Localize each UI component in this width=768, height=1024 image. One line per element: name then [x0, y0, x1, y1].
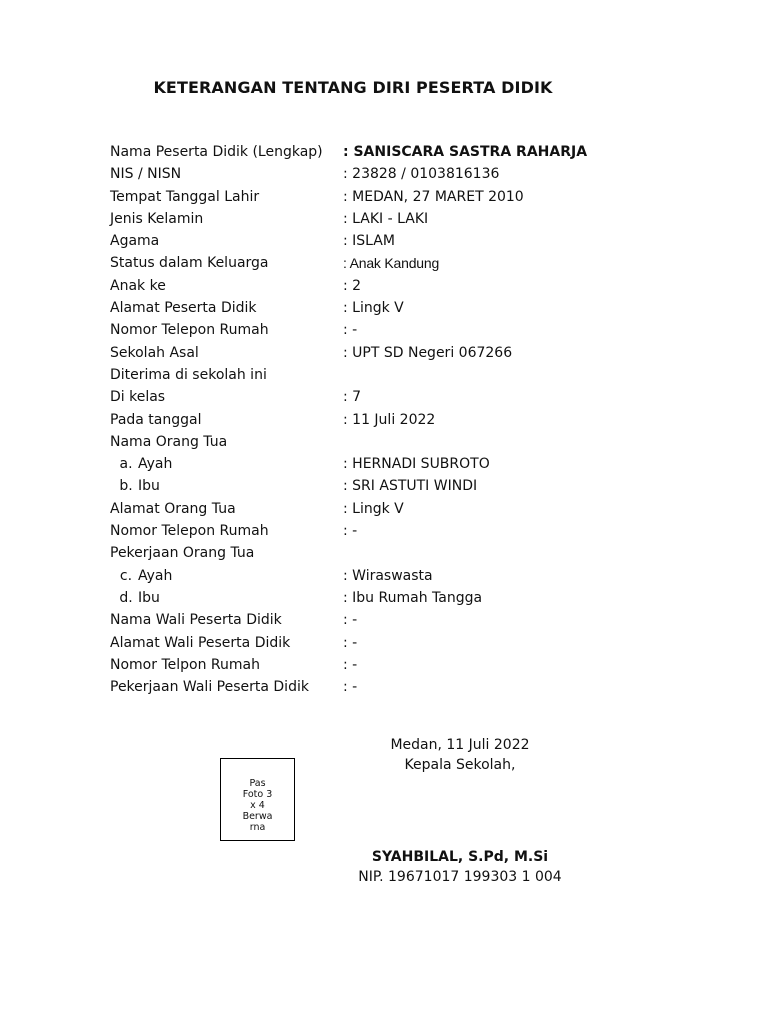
info-value: : Ibu Rumah Tangga: [343, 589, 483, 606]
info-value: : -: [343, 634, 358, 651]
info-value: : -: [343, 679, 358, 696]
list-marker: a.: [119, 456, 133, 473]
info-label: Nomor Telpon Rumah: [110, 656, 260, 673]
info-label: Jenis Kelamin: [110, 210, 204, 227]
info-value: : LAKI - LAKI: [343, 210, 429, 227]
info-value: : UPT SD Negeri 067266: [343, 344, 513, 361]
info-label: Pada tanggal: [110, 411, 202, 428]
signature-position: Kepala Sekolah,: [404, 757, 516, 773]
info-value: : -: [343, 612, 358, 629]
info-row-previous-school: [110, 342, 630, 364]
info-label: Alamat Orang Tua: [110, 500, 236, 517]
info-label: Sekolah Asal: [110, 344, 199, 361]
info-value: : 7: [343, 389, 362, 406]
info-value: : 11 Juli 2022: [343, 411, 436, 428]
list-marker: d.: [119, 589, 133, 606]
photo-placeholder-text: Foto 3: [242, 789, 273, 800]
info-row-home-phone: [110, 319, 630, 341]
signatory-nip: NIP. 19671017 199303 1 004: [358, 869, 562, 885]
info-row-mother-job: [110, 587, 630, 609]
info-label: Alamat Wali Peserta Didik: [110, 634, 291, 651]
info-row-guardian-phone: [110, 654, 630, 676]
info-label: Ayah: [138, 567, 173, 584]
info-row-gender: [110, 208, 630, 230]
info-label: NIS / NISN: [110, 166, 182, 183]
info-value: : SANISCARA SASTRA RAHARJA: [343, 144, 588, 160]
info-row-family-status: [110, 252, 630, 274]
info-row-parents-heading: [110, 431, 630, 453]
photo-placeholder-text: Berwa: [242, 811, 273, 822]
info-value: : MEDAN, 27 MARET 2010: [343, 188, 524, 205]
info-value: : ISLAM: [343, 233, 395, 250]
info-label: Status dalam Keluarga: [110, 255, 269, 272]
photo-placeholder-box: [220, 758, 295, 841]
list-marker: b.: [119, 478, 133, 495]
document-title: KETERANGAN TENTANG DIRI PESERTA DIDIK: [153, 78, 553, 97]
info-value: : -: [343, 322, 358, 339]
info-value: : HERNADI SUBROTO: [343, 456, 490, 473]
info-value: : 2: [343, 277, 362, 294]
info-row-religion: [110, 230, 630, 252]
info-label: Tempat Tanggal Lahir: [110, 188, 260, 205]
info-row-parents-job-heading: [110, 542, 630, 564]
info-value: : SRI ASTUTI WINDI: [343, 478, 478, 495]
signature-place-date: Medan, 11 Juli 2022: [390, 737, 530, 753]
info-value: : Wiraswasta: [343, 567, 433, 584]
info-label: Pekerjaan Wali Peserta Didik: [110, 679, 309, 696]
info-label: Nomor Telepon Rumah: [110, 523, 269, 540]
info-value: : -: [343, 523, 358, 540]
info-label: Di kelas: [110, 389, 166, 406]
info-row-guardian-job: [110, 676, 630, 698]
photo-placeholder-text: rna: [249, 822, 266, 833]
student-info-list: [110, 141, 630, 698]
info-label: Alamat Peserta Didik: [110, 300, 257, 317]
info-row-child-order: [110, 275, 630, 297]
info-label: Ibu: [138, 589, 160, 606]
info-row-student-name: [110, 141, 630, 163]
info-value: : -: [343, 656, 358, 673]
info-row-student-address: [110, 297, 630, 319]
info-row-parents-address: [110, 498, 630, 520]
photo-placeholder-text: Pas: [249, 778, 266, 789]
info-label: Ibu: [138, 478, 160, 495]
info-row-father-name: [110, 453, 630, 475]
info-label: Diterima di sekolah ini: [110, 366, 267, 383]
info-row-birth: [110, 186, 630, 208]
info-label: Nama Wali Peserta Didik: [110, 612, 282, 629]
info-label: Nama Orang Tua: [110, 433, 228, 450]
info-label: Agama: [110, 233, 160, 250]
list-marker: c.: [119, 567, 133, 584]
info-label: Anak ke: [110, 277, 166, 294]
info-label: Ayah: [138, 456, 173, 473]
info-value: : Anak Kandung: [343, 255, 440, 272]
info-row-guardian-name: [110, 609, 630, 631]
info-row-mother-name: [110, 475, 630, 497]
signatory-name: SYAHBILAL, S.Pd, M.Si: [371, 849, 549, 865]
info-value: : Lingk V: [343, 500, 404, 517]
info-row-nis-nisn: [110, 163, 630, 185]
info-value: : 23828 / 0103816136: [343, 166, 500, 183]
info-label: Nomor Telepon Rumah: [110, 322, 269, 339]
info-label: Pekerjaan Orang Tua: [110, 545, 255, 562]
info-row-father-job: [110, 565, 630, 587]
info-label: Nama Peserta Didik (Lengkap): [110, 144, 323, 160]
info-row-guardian-address: [110, 632, 630, 654]
photo-placeholder-text: x 4: [250, 800, 265, 811]
info-row-class: [110, 386, 630, 408]
info-value: : Lingk V: [343, 300, 404, 317]
info-row-parents-phone: [110, 520, 630, 542]
info-row-accepted-date: [110, 409, 630, 431]
info-row-accepted-heading: [110, 364, 630, 386]
